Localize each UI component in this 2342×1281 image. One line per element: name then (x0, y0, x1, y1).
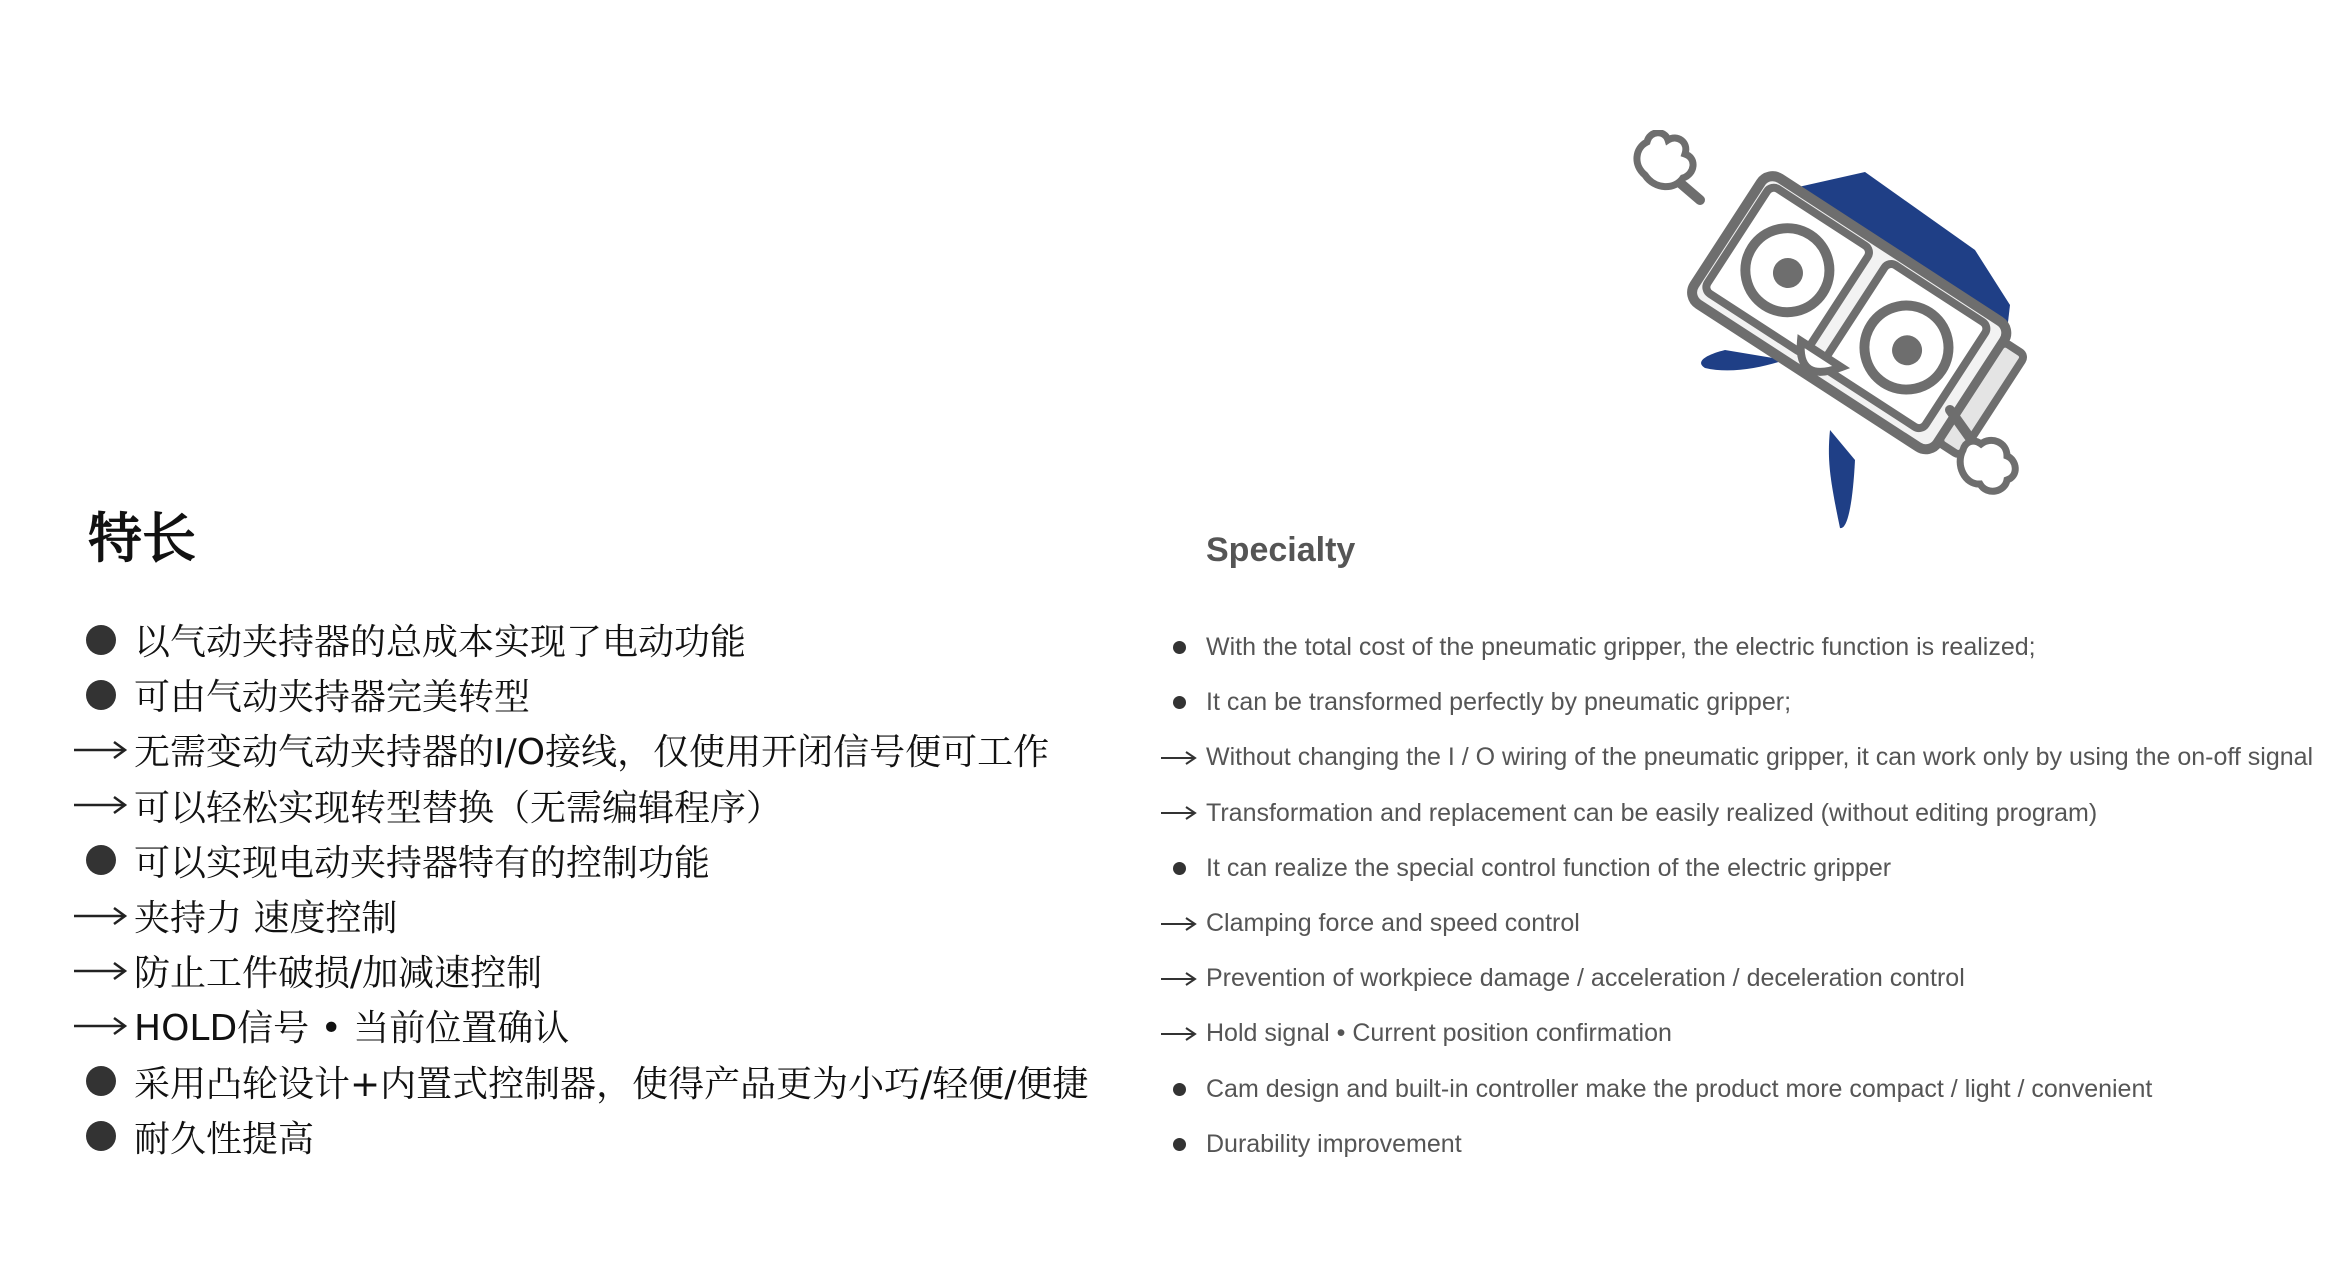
feature-text-zh: 可以实现电动夹持器特有的控制功能 (134, 842, 711, 884)
feature-text-zh: 耐久性提高 (134, 1118, 315, 1160)
mascot-icon (1555, 130, 2055, 540)
feature-text-en: With the total cost of the pneumatic gripper, the electric function is realized; (1206, 633, 2036, 662)
list-item (70, 1054, 1088, 1109)
list-item (70, 612, 1088, 667)
list-item (70, 1109, 1088, 1164)
list-item (1160, 951, 2313, 1006)
list-item (1160, 786, 2313, 841)
list-item (1160, 896, 2313, 951)
list-item (70, 833, 1088, 888)
list-item (1160, 1062, 2313, 1117)
arrow-right-icon (70, 740, 132, 760)
bullet-icon (1160, 862, 1198, 875)
feature-text-zh: 夹持力 速度控制 (134, 898, 398, 940)
arrow-right-icon (70, 961, 132, 981)
bullet-icon (70, 625, 132, 655)
feature-text-en: Prevention of workpiece damage / acceleration / deceleration control (1206, 964, 1965, 993)
list-item (70, 888, 1088, 943)
feature-text-zh: 可由气动夹持器完美转型 (134, 677, 531, 719)
list-item (70, 667, 1088, 722)
feature-text-en: Clamping force and speed control (1206, 909, 1580, 938)
arrow-right-icon (1160, 1026, 1198, 1042)
arrow-right-icon (70, 906, 132, 926)
list-item (70, 943, 1088, 998)
feature-text-zh: 防止工件破损/加减速控制 (134, 953, 543, 995)
list-item (70, 778, 1088, 833)
features-list-en (1160, 620, 2313, 1172)
arrow-right-icon (70, 795, 132, 815)
list-item (70, 722, 1088, 777)
arrow-right-icon (1160, 750, 1198, 766)
list-item (1160, 620, 2313, 675)
gripper-mascot-illustration (1555, 130, 2055, 540)
feature-text-en: Transformation and replacement can be easily realized (without editing program) (1206, 798, 2098, 827)
arrow-right-icon (1160, 916, 1198, 932)
arrow-right-icon (1160, 805, 1198, 821)
list-item (70, 998, 1088, 1053)
feature-text-zh: 以气动夹持器的总成本实现了电动功能 (134, 622, 747, 664)
bullet-icon (1160, 641, 1198, 654)
bullet-icon (70, 845, 132, 875)
list-item (1160, 675, 2313, 730)
heading-en: Specialty (1206, 531, 1356, 569)
arrow-right-icon (1160, 971, 1198, 987)
bullet-icon (1160, 696, 1198, 709)
feature-text-zh: HOLD信号 • 当前位置确认 (134, 1008, 570, 1050)
feature-text-en: It can be transformed perfectly by pneumatic gripper; (1206, 688, 1792, 717)
heading-zh: 特长 (88, 507, 196, 570)
feature-text-en: It can realize the special control function of the electric gripper (1206, 853, 1892, 882)
feature-text-zh: 无需变动气动夹持器的I/O接线，仅使用开闭信号便可工作 (134, 732, 1050, 774)
feature-text-zh: 采用凸轮设计+内置式控制器，使得产品更为小巧/轻便/便捷 (134, 1063, 1089, 1105)
list-item (1160, 730, 2313, 785)
bullet-icon (70, 1066, 132, 1096)
feature-text-en: Hold signal • Current position confirmation (1206, 1019, 1672, 1048)
features-list-zh (70, 612, 1088, 1164)
arrow-right-icon (70, 1016, 132, 1036)
bullet-icon (70, 680, 132, 710)
bullet-icon (1160, 1083, 1198, 1096)
list-item (1160, 1117, 2313, 1172)
list-item (1160, 841, 2313, 896)
feature-text-en: Without changing the I / O wiring of the pneumatic gripper, it can work only by using the on-off signal (1206, 743, 2314, 772)
feature-text-en: Cam design and built-in controller make the product more compact / light / convenient (1206, 1074, 2153, 1103)
feature-text-zh: 可以轻松实现转型替换（无需编辑程序） (134, 787, 783, 829)
bullet-icon (70, 1121, 132, 1151)
bullet-icon (1160, 1138, 1198, 1151)
list-item (1160, 1006, 2313, 1061)
feature-text-en: Durability improvement (1206, 1129, 1462, 1158)
